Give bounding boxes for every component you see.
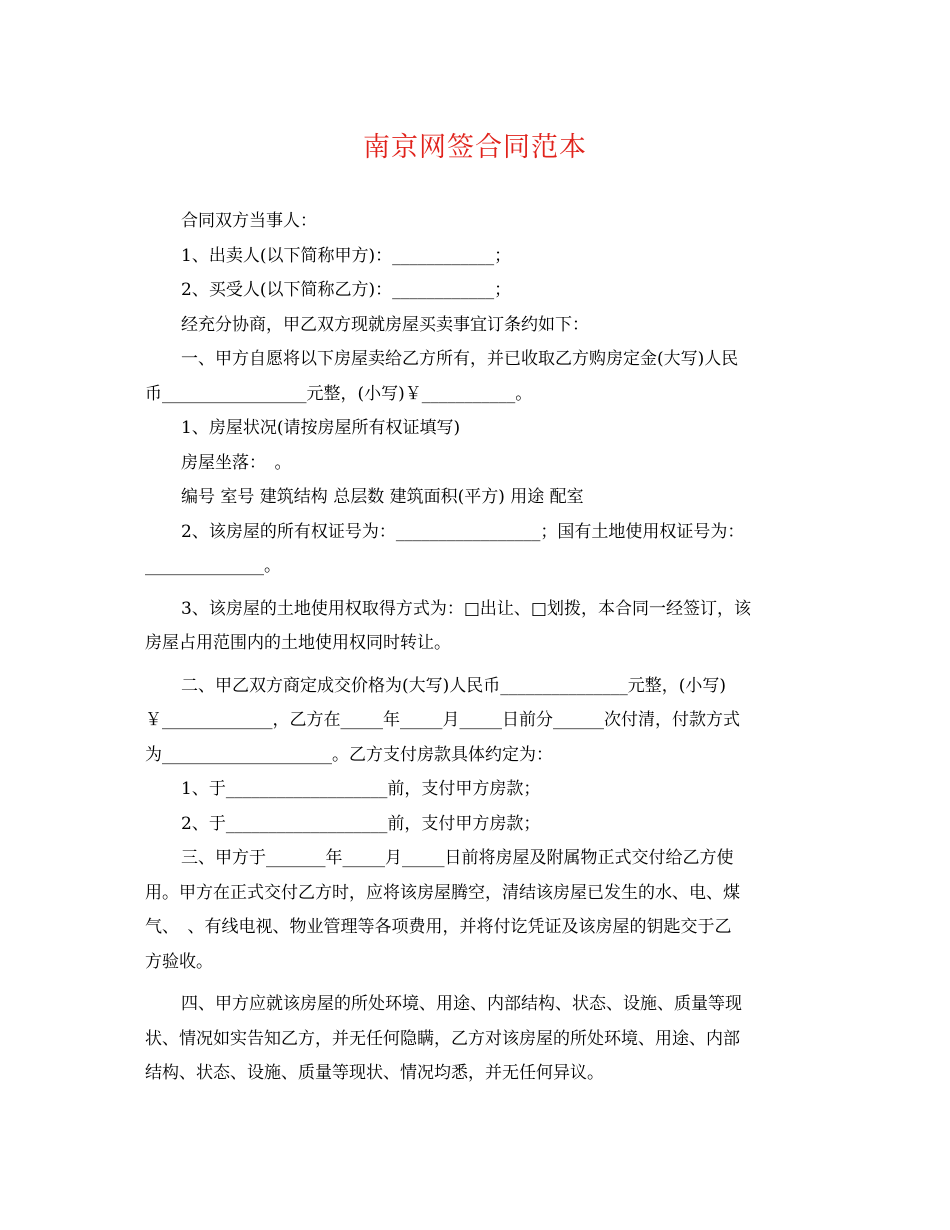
clause-1-line-2: 币_________________元整，(小写)￥___________。 (145, 383, 533, 404)
payment-item-1: 1、于___________________前，支付甲方房款； (181, 779, 541, 799)
clause-4-line-2: 状、情况如实告知乙方，并无任何隐瞒，乙方对该房屋的所处环境、用途、内部 (145, 1028, 740, 1049)
clause-3-line-4: 方验收。 (145, 951, 213, 972)
clause-2-line-2: ￥_____________，乙方在_____年_____月_____日前分______次付清，付款方式 (145, 710, 740, 730)
land-use-line-2: 房屋占用范围内的土地使用权同时转让。 (145, 633, 451, 653)
document-body (145, 204, 805, 1091)
clause-4-line-3: 结构、状态、设施、质量等现状、情况均悉，并无任何异议。 (145, 1063, 604, 1083)
clause-2-line-3: 为____________________。乙方支付房款具体约定为： (145, 744, 553, 765)
paragraph-spacer (145, 661, 805, 669)
clause-2-line-1: 二、甲乙双方商定成交价格为(大写)人民币_______________元整，(小写) (181, 675, 727, 696)
payment-item-2: 2、于___________________前，支付甲方房款； (181, 813, 541, 834)
seller-line: 1、出卖人(以下简称甲方)：____________； (181, 245, 512, 266)
paragraph-spacer (145, 584, 805, 592)
clause-3-line-1: 三、甲方于_______年_____月_____日前将房屋及附属物正式交付给乙方使 (181, 848, 734, 868)
clause-4-line-1: 四、甲方应就该房屋的所处环境、用途、内部结构、状态、设施、质量等现 (181, 994, 742, 1014)
agreement-intro: 经充分协商，甲乙双方现就房屋买卖事宜订条约如下： (181, 314, 589, 335)
buyer-line: 2、买受人(以下简称乙方)：____________； (181, 280, 512, 300)
clause-1-line-1: 一、甲方自愿将以下房屋卖给乙方所有，并已收取乙方购房定金(大写)人民 (181, 349, 739, 369)
house-table-header: 编号 室号 建筑结构 总层数 建筑面积(平方) 用途 配室 (181, 487, 584, 507)
house-location: 房屋坐落： 。 (181, 452, 292, 473)
house-status-heading: 1、房屋状况(请按房屋所有权证填写) (181, 418, 461, 438)
clause-3-line-3: 气、 、有线电视、物业管理等各项费用，并将付讫凭证及该房屋的钥匙交于乙 (145, 917, 732, 937)
certificate-line-1: 2、该房屋的所有权证号为：_________________；国有土地使用权证号为： (181, 521, 745, 542)
land-use-line-1: 3、该房屋的土地使用权取得方式为：□出让、□划拨，本合同一经签订，该 (181, 598, 751, 619)
certificate-line-2: ______________。 (145, 556, 281, 576)
document-title: 南京网签合同范本 (363, 132, 587, 163)
parties-heading: 合同双方当事人： (181, 211, 317, 231)
paragraph-spacer (145, 979, 805, 987)
clause-3-line-2: 用。甲方在正式交付乙方时，应将该房屋腾空，清结该房屋已发生的水、电、煤 (145, 882, 740, 903)
